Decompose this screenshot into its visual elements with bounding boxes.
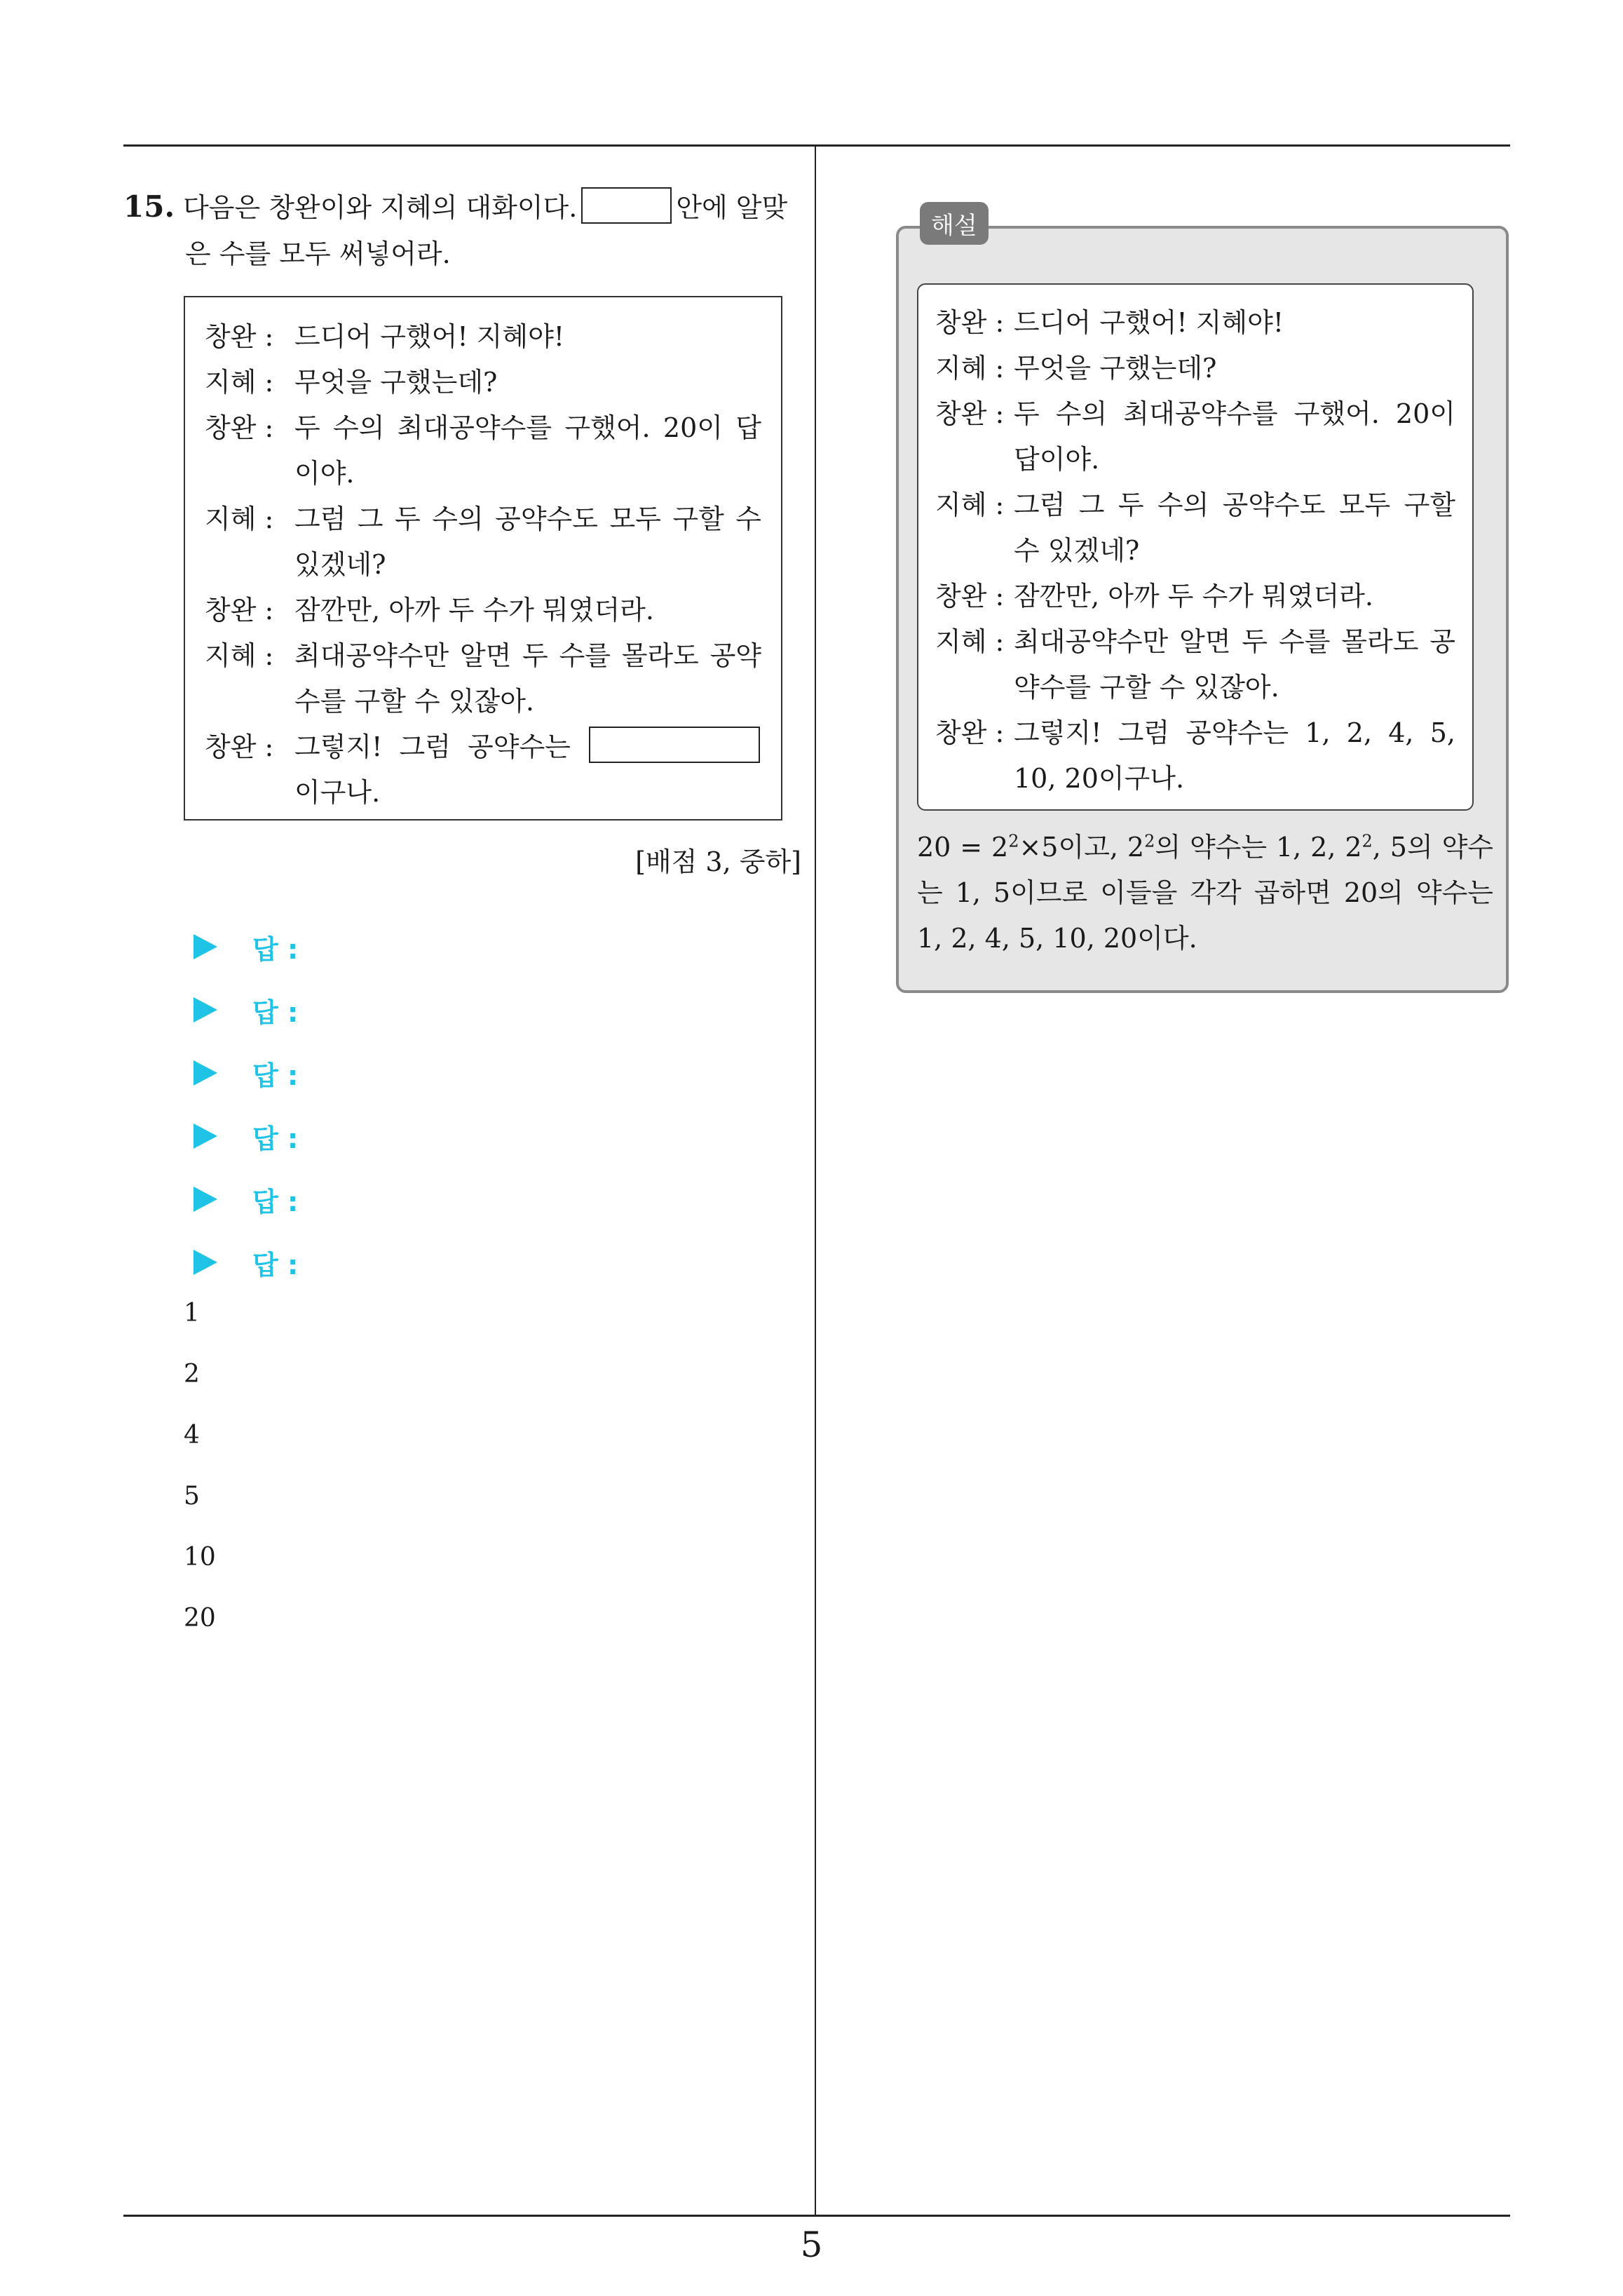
bottom-rule bbox=[123, 2215, 1510, 2217]
speaker: 지혜 : bbox=[205, 367, 274, 398]
triangle-bullet-icon bbox=[193, 1123, 217, 1149]
speaker: 창완 : bbox=[935, 717, 1005, 748]
utterance: 그럼 그 두 수의 공약수도 모두 구할 수 있겠네? bbox=[1014, 489, 1455, 566]
question-text bbox=[123, 184, 803, 277]
speaker: 지혜 : bbox=[935, 489, 1005, 520]
utterance: 무엇을 구했는데? bbox=[1014, 353, 1217, 384]
dialog-line bbox=[935, 574, 1455, 619]
answer-value: 1 bbox=[184, 1299, 200, 1328]
dialog-line bbox=[205, 633, 761, 724]
dialog-line bbox=[205, 497, 761, 588]
question-line2: 은 수를 모두 써넣어라. bbox=[185, 238, 451, 269]
speaker: 창완 : bbox=[205, 412, 274, 443]
answer-row[interactable] bbox=[193, 1231, 298, 1294]
speaker: 창완 : bbox=[935, 398, 1005, 429]
dialog-line bbox=[935, 482, 1455, 574]
triangle-bullet-icon bbox=[193, 1187, 217, 1212]
dialog-line bbox=[935, 710, 1455, 802]
answer-row[interactable] bbox=[193, 1168, 298, 1231]
utterance: 두 수의 최대공약수를 구했어. 20이 답이야. bbox=[1014, 398, 1455, 475]
utterance: 그렇지! 그럼 공약수는 1, 2, 4, 5, 10, 20이구나. bbox=[1014, 717, 1455, 794]
speaker: 창완 : bbox=[205, 595, 274, 626]
answer-value: 20 bbox=[184, 1604, 216, 1633]
question-line1-before: 다음은 창완이와 지혜의 대화이다. bbox=[183, 192, 578, 223]
answer-row[interactable] bbox=[193, 1105, 298, 1168]
utterance: 최대공약수만 알면 두 수를 몰라도 공약수를 구할 수 있잖아. bbox=[294, 640, 761, 717]
speaker: 지혜 : bbox=[205, 640, 274, 671]
dialog-line bbox=[935, 346, 1455, 391]
answer-row[interactable] bbox=[193, 1041, 298, 1105]
answer-value: 10 bbox=[184, 1543, 216, 1572]
utterance: 그럼 그 두 수의 공약수도 모두 구할 수 있겠네? bbox=[294, 504, 761, 580]
speaker: 창완 : bbox=[205, 321, 274, 352]
utterance: 최대공약수만 알면 두 수를 몰라도 공약수를 구할 수 있잖아. bbox=[1014, 626, 1455, 703]
score-label: [배점 3, 중하] bbox=[635, 846, 801, 877]
dialog-line-last bbox=[205, 724, 761, 816]
utterance: 무엇을 구했는데? bbox=[294, 367, 498, 398]
solution-explanation: $20 = 2^2\times 5$이고, $2^2$의 약수는 1, 2, $2^2$, 5의 약수는 1, 5이므로 이들을 각각 곱하면 20의 약수는 1, 2, 4, 5, 10, 20이다. bbox=[917, 831, 1493, 954]
triangle-bullet-icon bbox=[193, 1250, 217, 1275]
answer-list bbox=[193, 915, 298, 1294]
answer-label: 답 : bbox=[252, 1123, 299, 1154]
solution-dialog-box bbox=[917, 283, 1474, 811]
utterance: 드디어 구했어! 지혜야! bbox=[1014, 307, 1284, 338]
dialog-line bbox=[935, 619, 1455, 710]
triangle-bullet-icon bbox=[193, 997, 217, 1022]
utterance: 드디어 구했어! 지혜야! bbox=[294, 321, 565, 352]
answer-values bbox=[184, 1296, 216, 1662]
speaker: 창완 : bbox=[935, 581, 1005, 612]
utterance-before: 그렇지! 그럼 공약수는 bbox=[294, 731, 571, 762]
column-divider bbox=[815, 144, 816, 2216]
answer-label: 답 : bbox=[252, 933, 299, 965]
answer-value: 2 bbox=[184, 1360, 200, 1389]
answer-value: 4 bbox=[184, 1421, 200, 1450]
speaker: 창완 : bbox=[205, 731, 274, 762]
answer-row[interactable] bbox=[193, 978, 298, 1041]
dialog-line bbox=[935, 391, 1455, 482]
answer-blank-box[interactable] bbox=[589, 727, 760, 763]
answer-label: 답 : bbox=[252, 997, 299, 1028]
answer-label: 답 : bbox=[252, 1060, 299, 1091]
dialog-line bbox=[205, 314, 761, 360]
answer-row[interactable] bbox=[193, 915, 298, 978]
dialog-line bbox=[205, 588, 761, 633]
question-number: 15. bbox=[123, 189, 175, 224]
triangle-bullet-icon bbox=[193, 934, 217, 959]
dialog-line bbox=[205, 360, 761, 405]
question-line1-after: 안에 알맞 bbox=[676, 192, 788, 223]
speaker: 창완 : bbox=[935, 307, 1005, 338]
inline-blank-box bbox=[581, 187, 672, 224]
answer-value: 5 bbox=[184, 1482, 200, 1511]
utterance: 잠깐만, 아까 두 수가 뭐였더라. bbox=[1014, 581, 1373, 612]
solution-tag: 해설 bbox=[920, 202, 989, 245]
speaker: 지혜 : bbox=[935, 353, 1005, 384]
dialog-line bbox=[205, 405, 761, 497]
triangle-bullet-icon bbox=[193, 1060, 217, 1086]
answer-label: 답 : bbox=[252, 1186, 299, 1217]
answer-label: 답 : bbox=[252, 1249, 299, 1281]
dialog-box bbox=[184, 296, 782, 821]
page-number: 5 bbox=[800, 2224, 823, 2265]
speaker: 지혜 : bbox=[935, 626, 1005, 657]
speaker: 지혜 : bbox=[205, 504, 274, 534]
dialog-line bbox=[935, 300, 1455, 346]
top-rule bbox=[123, 144, 1510, 147]
utterance: 두 수의 최대공약수를 구했어. 20이 답이야. bbox=[294, 412, 761, 489]
utterance: 잠깐만, 아까 두 수가 뭐였더라. bbox=[294, 595, 654, 626]
utterance-after: 이구나. bbox=[294, 777, 381, 808]
